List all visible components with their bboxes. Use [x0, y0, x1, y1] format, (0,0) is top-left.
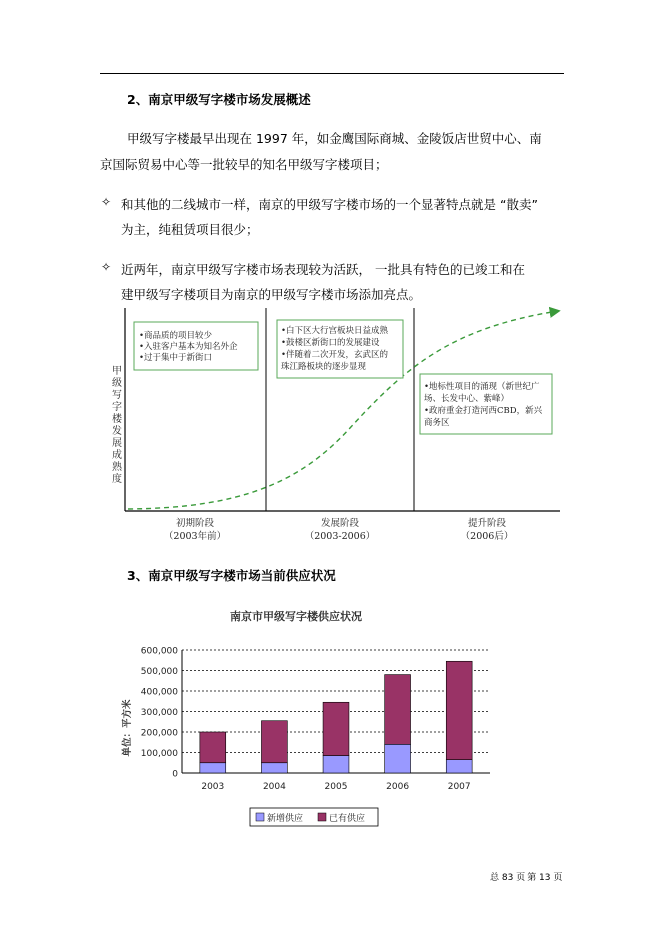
- y-axis-label-char: 字: [112, 402, 122, 413]
- legend-label: 新增供应: [267, 814, 304, 824]
- bullet-icon: ✧: [101, 260, 112, 274]
- stage-3-name: 提升阶段: [467, 518, 507, 529]
- bar-segment: [200, 763, 226, 773]
- stage-3-note: 商务区: [424, 418, 450, 428]
- stage-2-name: 发展阶段: [320, 518, 360, 529]
- bullet-icon: ✧: [101, 195, 112, 209]
- y-tick-label: 600,000: [140, 646, 178, 657]
- supply-bar-chart: [120, 600, 500, 832]
- bullet1-line-1: 和其他的二线城市一样，南京的甲级写字楼市场的一个显著特点就是 “散卖”: [121, 197, 538, 212]
- y-tick-label: 500,000: [140, 667, 178, 677]
- x-tick-label: 2006: [386, 782, 410, 792]
- y-axis-label-char: 楼: [112, 414, 122, 425]
- stage-1-period: （2003年前）: [163, 531, 227, 542]
- legend-label: 已有供应: [329, 814, 366, 824]
- y-tick-label: 300,000: [140, 708, 178, 718]
- bar-segment: [446, 661, 472, 759]
- bar-segment: [323, 702, 349, 755]
- legend-swatch: [318, 813, 326, 821]
- stage-2-note: •白下区大行宫板块日益成熟: [281, 326, 389, 336]
- stage-3-note: 场、长发中心、紫峰）: [424, 394, 510, 404]
- y-axis-label-char: 写: [112, 390, 122, 401]
- section2-heading: 2、南京甲级写字楼市场发展概述: [127, 92, 311, 107]
- bar-segment: [200, 732, 226, 763]
- y-axis-label-char: 成: [112, 450, 122, 461]
- stage-2-note: 珠江路板块的逐步显现: [281, 362, 367, 372]
- bar-segment: [446, 760, 472, 773]
- x-tick-label: 2005: [324, 782, 348, 792]
- y-axis-label-char: 度: [112, 474, 122, 485]
- bullet2-line-1: 近两年，南京甲级写字楼市场表现较为活跃， 一批具有特色的已竣工和在: [121, 262, 525, 277]
- bar-segment: [261, 721, 287, 763]
- bar-segment: [385, 675, 411, 745]
- y-axis-label: 单位：平方米: [122, 699, 133, 757]
- y-tick-label: 100,000: [140, 749, 178, 759]
- y-axis-label-char: 级: [112, 378, 122, 389]
- stage-1-note: •入驻客户基本为知名外企: [139, 342, 238, 352]
- stage-3-note: •政府重金打造河西CBD，新兴: [424, 406, 543, 416]
- x-tick-label: 2007: [447, 782, 471, 792]
- footer-total: 总 83 页: [490, 873, 526, 883]
- bar-segment: [323, 756, 349, 773]
- bar-segment: [385, 744, 411, 773]
- y-axis-label-char: 展: [112, 438, 122, 449]
- y-axis-label-char: 发: [112, 426, 122, 437]
- stage-3-note: •地标性项目的涌现（新世纪广: [424, 382, 540, 392]
- stage-2-period: （2003-2006）: [304, 531, 376, 542]
- stage-3-period: （2006后）: [460, 531, 514, 542]
- bullet1-line-2: 为主，纯租赁项目很少；: [121, 222, 259, 237]
- stage-2-note: •伴随着二次开发，玄武区的: [281, 350, 389, 360]
- y-axis-label-char: 甲: [112, 366, 122, 377]
- y-tick-label: 0: [172, 769, 178, 780]
- y-tick-label: 400,000: [140, 687, 178, 698]
- x-tick-label: 2003: [201, 782, 225, 792]
- intro-line-1: 甲级写字楼最早出现在 1997 年，如金鹰国际商城、金陵饭店世贸中心、南: [127, 131, 542, 146]
- bar-segment: [261, 763, 287, 773]
- chart-title: 南京市甲级写字楼供应状况: [230, 610, 362, 623]
- legend-swatch: [256, 813, 264, 821]
- stage-1-note: •商品质的项目较少: [139, 331, 213, 341]
- x-tick-label: 2004: [262, 782, 286, 792]
- stage-2-note: •鼓楼区新街口的发展建设: [281, 338, 380, 348]
- header-rule: [100, 73, 564, 74]
- stage-1-note: •过于集中于新街口: [139, 353, 213, 363]
- bullet2-line-2: 建甲级写字楼项目为南京的甲级写字楼市场添加亮点。: [121, 287, 422, 302]
- stage-1-name: 初期阶段: [175, 518, 215, 529]
- development-stage-figure: [112, 308, 562, 548]
- page-footer: [490, 870, 564, 883]
- intro-line-2: 京国际贸易中心等一批较早的知名甲级写字楼项目；: [100, 157, 388, 172]
- y-axis-label-char: 熟: [112, 462, 122, 473]
- section3-heading: 3、南京甲级写字楼市场当前供应状况: [127, 568, 336, 583]
- footer-page: 第 13 页: [527, 873, 563, 883]
- y-tick-label: 200,000: [140, 728, 178, 739]
